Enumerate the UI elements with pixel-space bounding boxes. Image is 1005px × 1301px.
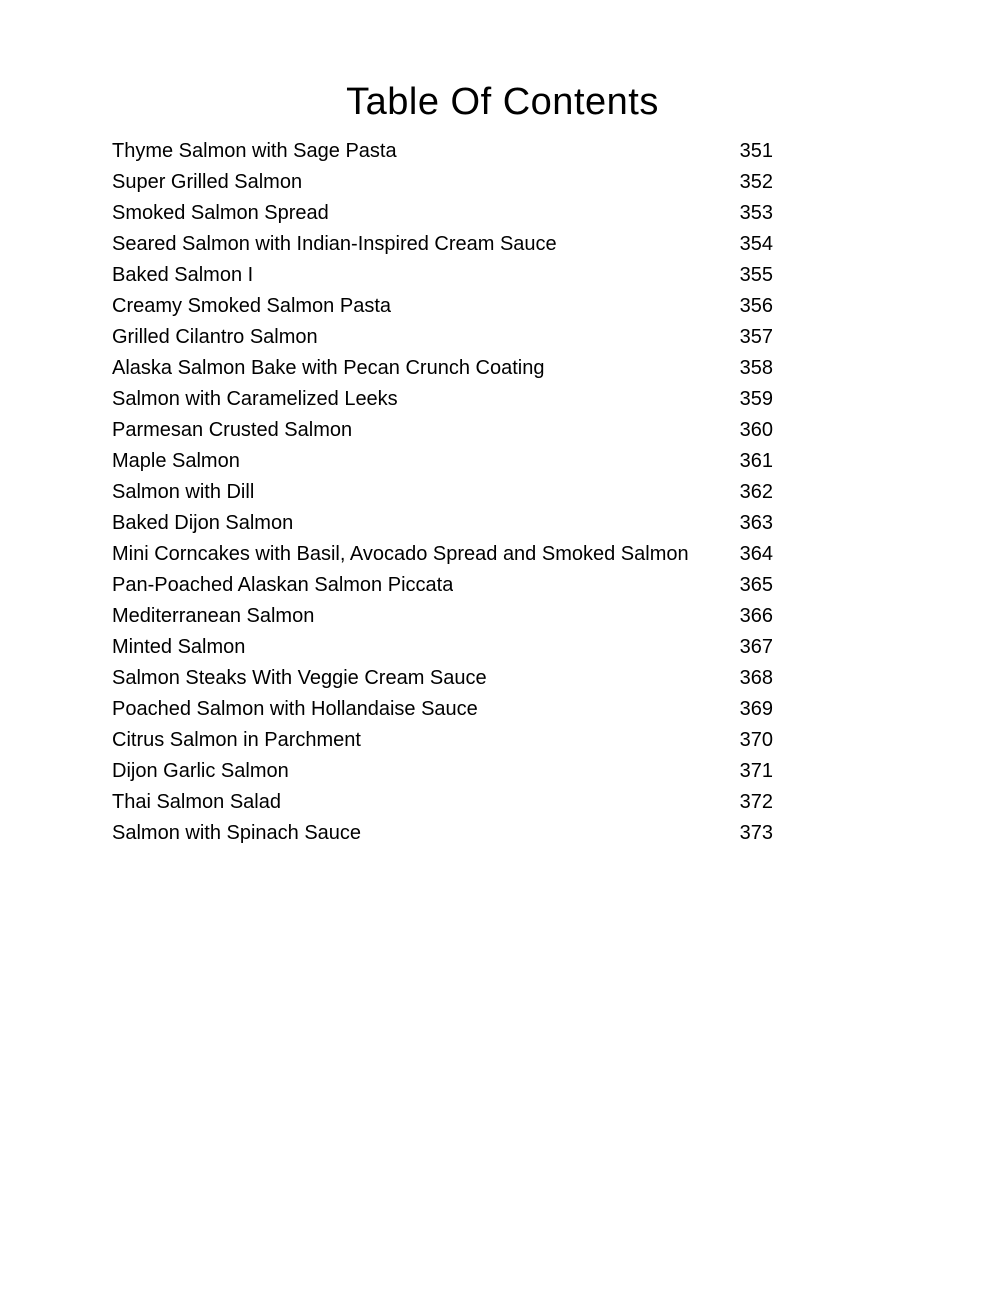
toc-entry[interactable] <box>112 384 773 415</box>
toc-entry-page: 363 <box>739 512 773 534</box>
toc-entry-page: 366 <box>739 605 773 627</box>
toc-entry[interactable] <box>112 167 773 198</box>
toc-entry-title: Mediterranean Salmon <box>112 605 315 627</box>
toc-entry-title: Pan-Poached Alaskan Salmon Piccata <box>112 574 454 596</box>
toc-entry[interactable] <box>112 632 773 663</box>
toc-entry-title: Maple Salmon <box>112 450 240 472</box>
toc-entry-title: Poached Salmon with Hollandaise Sauce <box>112 698 478 720</box>
toc-entry-title: Thai Salmon Salad <box>112 791 281 813</box>
toc-entry-page: 361 <box>739 450 773 472</box>
toc-entry[interactable] <box>112 570 773 601</box>
toc-entry[interactable] <box>112 756 773 787</box>
toc-entry-page: 367 <box>739 636 773 658</box>
toc-entry[interactable] <box>112 353 773 384</box>
toc-entry-page: 371 <box>739 760 773 782</box>
toc-entry[interactable] <box>112 508 773 539</box>
toc-entry-page: 365 <box>739 574 773 596</box>
toc-entry-page: 369 <box>739 698 773 720</box>
page-title: Table Of Contents <box>346 81 659 124</box>
toc-entry-title: Creamy Smoked Salmon Pasta <box>112 295 392 317</box>
toc-entry[interactable] <box>112 601 773 632</box>
toc-entry[interactable] <box>112 322 773 353</box>
toc-entry-page: 353 <box>739 202 773 224</box>
toc-entry[interactable] <box>112 725 773 756</box>
toc-entry[interactable] <box>112 446 773 477</box>
toc-entry[interactable] <box>112 477 773 508</box>
toc-entry-page: 352 <box>739 171 773 193</box>
toc-entry-title: Baked Salmon I <box>112 264 254 286</box>
toc-entry-page: 362 <box>739 481 773 503</box>
toc-entry-title: Seared Salmon with Indian-Inspired Cream Sauce <box>112 233 557 255</box>
toc-entry-page: 359 <box>739 388 773 410</box>
toc-entry-title: Smoked Salmon Spread <box>112 202 329 224</box>
toc-entry[interactable] <box>112 229 773 260</box>
toc-entry-title: Citrus Salmon in Parchment <box>112 729 361 751</box>
toc-entry[interactable] <box>112 198 773 229</box>
toc-entry[interactable] <box>112 260 773 291</box>
toc-entry-title: Minted Salmon <box>112 636 246 658</box>
toc-entry[interactable] <box>112 136 773 167</box>
toc-entry-title: Alaska Salmon Bake with Pecan Crunch Coating <box>112 357 545 379</box>
toc-entry-title: Mini Corncakes with Basil, Avocado Spread and Smoked Salmon <box>112 543 689 565</box>
toc-entry-page: 357 <box>739 326 773 348</box>
toc-list <box>112 136 773 849</box>
toc-entry-page: 368 <box>739 667 773 689</box>
toc-entry-page: 356 <box>739 295 773 317</box>
toc-entry-title: Thyme Salmon with Sage Pasta <box>112 140 397 162</box>
toc-entry[interactable] <box>112 663 773 694</box>
toc-entry-title: Salmon with Caramelized Leeks <box>112 388 398 410</box>
toc-entry-title: Baked Dijon Salmon <box>112 512 294 534</box>
toc-entry-page: 370 <box>739 729 773 751</box>
toc-entry-page: 373 <box>739 822 773 844</box>
toc-entry-title: Dijon Garlic Salmon <box>112 760 289 782</box>
toc-entry-title: Parmesan Crusted Salmon <box>112 419 353 441</box>
toc-entry-title: Grilled Cilantro Salmon <box>112 326 318 348</box>
toc-entry-page: 372 <box>739 791 773 813</box>
toc-entry-title: Salmon Steaks With Veggie Cream Sauce <box>112 667 487 689</box>
toc-entry-page: 354 <box>739 233 773 255</box>
toc-entry-page: 355 <box>739 264 773 286</box>
toc-entry-page: 358 <box>739 357 773 379</box>
toc-entry-page: 364 <box>739 543 773 565</box>
toc-entry[interactable] <box>112 787 773 818</box>
toc-entry-page: 351 <box>739 140 773 162</box>
toc-entry-title: Super Grilled Salmon <box>112 171 303 193</box>
toc-entry-page: 360 <box>739 419 773 441</box>
toc-entry[interactable] <box>112 694 773 725</box>
toc-entry[interactable] <box>112 415 773 446</box>
toc-entry-title: Salmon with Spinach Sauce <box>112 822 362 844</box>
toc-entry[interactable] <box>112 291 773 322</box>
toc-entry[interactable] <box>112 818 773 849</box>
toc-entry-title: Salmon with Dill <box>112 481 255 503</box>
toc-entry[interactable] <box>112 539 773 570</box>
